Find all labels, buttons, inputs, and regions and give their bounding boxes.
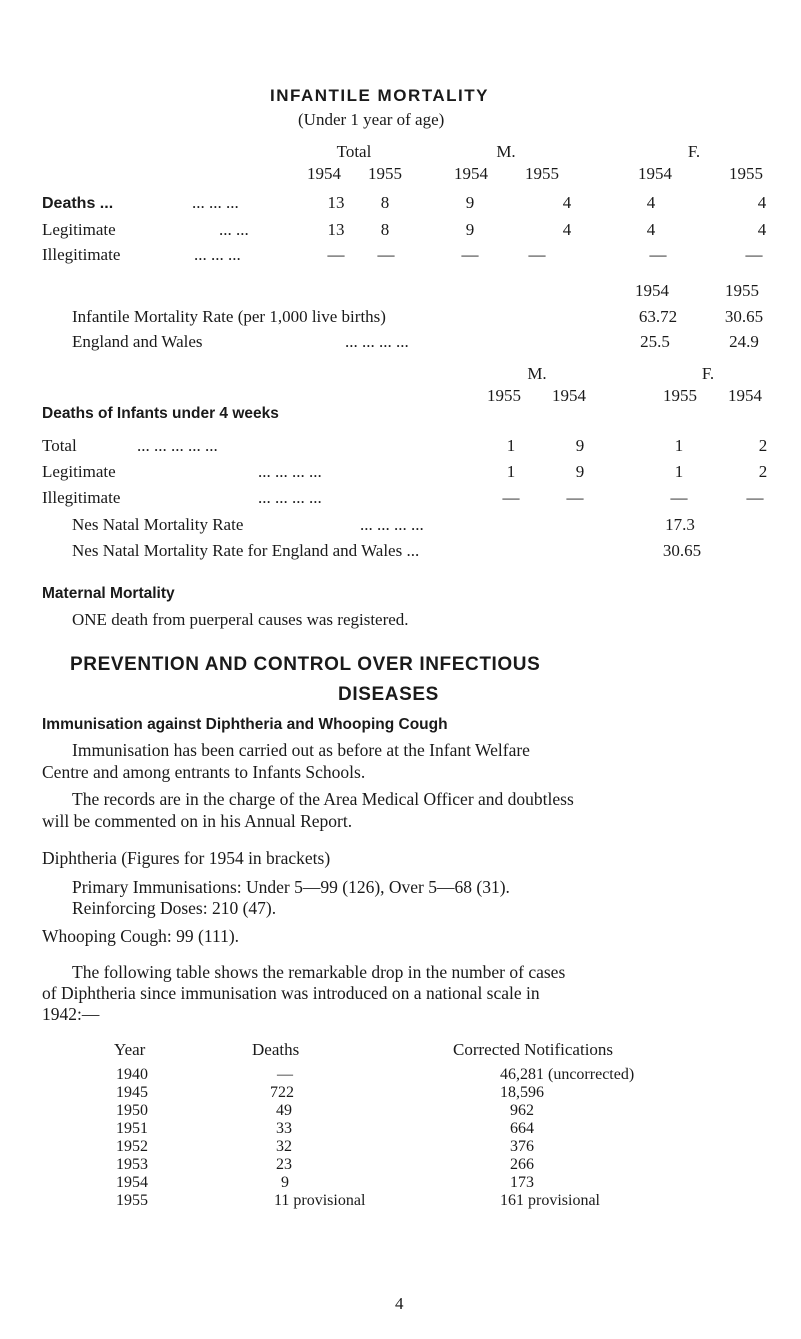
- paragraph-line: of Diphtheria since immunisation was introduced on a national scale in: [42, 983, 540, 1003]
- table-cell: 1: [506, 436, 516, 455]
- table-cell: 4: [757, 220, 767, 239]
- year-header: 1954: [454, 164, 488, 183]
- table-cell-year: 1955: [116, 1192, 148, 1209]
- page-number: 4: [395, 1294, 404, 1313]
- reinforcing-doses: Reinforcing Doses: 210 (47).: [72, 898, 277, 918]
- year-header: 1954: [638, 164, 672, 183]
- table-cell: 1: [674, 436, 684, 455]
- year-header: 1955: [663, 386, 697, 405]
- table-cell-deaths: 11 provisional: [274, 1192, 366, 1209]
- nes-rate-value: 17.3: [665, 515, 695, 534]
- table-cell: —: [528, 245, 546, 264]
- row-leader-dots: ... ... ...: [192, 193, 239, 212]
- table-cell-year: 1953: [116, 1156, 148, 1173]
- maternal-heading: Maternal Mortality: [42, 585, 175, 602]
- table-cell: 63.72: [638, 307, 678, 326]
- table-cell-deaths: 9: [281, 1174, 289, 1191]
- maternal-text: ONE death from puerperal causes was registered.: [72, 610, 409, 629]
- table-cell-year: 1951: [116, 1120, 148, 1137]
- table-cell: 2: [758, 462, 768, 481]
- row-leader-dots: ... ... ... ...: [258, 462, 322, 481]
- immunisation-subheading: Immunisation against Diphtheria and Whooping Cough: [42, 716, 448, 733]
- paragraph-line: The records are in the charge of the Area Medical Officer and doubtless: [72, 789, 574, 809]
- section-title-infantile-mortality: INFANTILE MORTALITY: [270, 86, 489, 105]
- table-cell-notifications: 18,596: [500, 1084, 544, 1101]
- table-cell: 8: [380, 220, 390, 239]
- table-cell-notifications: 266: [510, 1156, 534, 1173]
- table-cell-notifications: 173: [510, 1174, 534, 1191]
- table-cell: —: [566, 488, 584, 507]
- paragraph-line: Immunisation has been carried out as before at the Infant Welfare: [72, 740, 530, 760]
- rate-label: England and Wales: [72, 332, 203, 351]
- table-cell-notifications: 161 provisional: [500, 1192, 600, 1209]
- row-label: Legitimate: [42, 462, 116, 481]
- year-header: 1954: [552, 386, 586, 405]
- table-cell-deaths: 49: [276, 1102, 292, 1119]
- paragraph-line: will be commented on in his Annual Report.: [42, 811, 353, 831]
- table-cell: 1: [674, 462, 684, 481]
- table-cell: —: [502, 488, 520, 507]
- year-header: 1955: [487, 386, 521, 405]
- row-label: Legitimate: [42, 220, 116, 239]
- table-cell: 9: [575, 436, 585, 455]
- table-cell-year: 1945: [116, 1084, 148, 1101]
- table-cell-deaths: 33: [276, 1120, 292, 1137]
- table-cell-deaths: 722: [270, 1084, 294, 1101]
- table-header: Deaths: [252, 1040, 300, 1059]
- nes-rate-label: Nes Natal Mortality Rate for England and Wales ...: [72, 541, 420, 560]
- table-cell-year: 1952: [116, 1138, 148, 1155]
- row-leader-dots: ... ... ... ...: [345, 332, 409, 351]
- table-cell-deaths: —: [277, 1066, 293, 1083]
- col-group-f: F.: [687, 142, 701, 161]
- table-cell: 13: [327, 193, 345, 212]
- nes-rate-value: 30.65: [662, 541, 702, 560]
- paragraph-line: The following table shows the remarkable drop in the number of cases: [72, 962, 566, 982]
- col-group-m: M.: [496, 142, 516, 161]
- table-cell: —: [377, 245, 395, 264]
- row-leader-dots: ... ...: [219, 220, 249, 239]
- table-cell: 4: [562, 220, 572, 239]
- table-cell: 4: [757, 193, 767, 212]
- paragraph-line: 1942:—: [42, 1004, 100, 1024]
- table-cell: —: [649, 245, 667, 264]
- table-cell: 4: [562, 193, 572, 212]
- table-cell: —: [327, 245, 345, 264]
- table-header: Corrected Notifications: [453, 1040, 614, 1059]
- table-header: Year: [114, 1040, 146, 1059]
- table-cell: 1: [506, 462, 516, 481]
- year-header: 1955: [725, 281, 759, 300]
- row-label: Illegitimate: [42, 245, 121, 264]
- table-cell-notifications: 46,281 (uncorrected): [500, 1066, 635, 1083]
- table-cell: —: [670, 488, 688, 507]
- table-cell-notifications: 962: [510, 1102, 534, 1119]
- table-cell: 9: [575, 462, 585, 481]
- table-cell-year: 1940: [116, 1066, 148, 1083]
- row-label: Illegitimate: [42, 488, 121, 507]
- row-label: Deaths ...: [42, 195, 114, 212]
- table-cell: 25.5: [640, 332, 670, 351]
- table-cell: 9: [465, 193, 475, 212]
- table-cell-year: 1954: [116, 1174, 148, 1191]
- col-group-total: Total: [336, 142, 372, 161]
- col-group-f: F.: [701, 364, 715, 383]
- whooping-cough: Whooping Cough: 99 (111).: [42, 926, 240, 946]
- table-cell: 13: [327, 220, 345, 239]
- table-cell-year: 1950: [116, 1102, 148, 1119]
- year-header: 1955: [368, 164, 402, 183]
- table-cell: 30.65: [724, 307, 764, 326]
- table-cell-deaths: 32: [276, 1138, 292, 1155]
- under4-heading: Deaths of Infants under 4 weeks: [42, 405, 279, 422]
- row-leader-dots: ... ... ... ... ...: [137, 436, 218, 455]
- nes-rate-label: Nes Natal Mortality Rate: [72, 515, 244, 534]
- prevention-heading: DISEASES: [338, 684, 439, 705]
- year-header: 1955: [729, 164, 763, 183]
- table-cell: 8: [380, 193, 390, 212]
- table-cell: —: [745, 245, 763, 264]
- primary-immunisations: Primary Immunisations: Under 5—99 (126), Over 5—68 (31).: [72, 877, 510, 897]
- infantile-subtitle: (Under 1 year of age): [298, 110, 445, 129]
- table-cell: —: [461, 245, 479, 264]
- year-header: 1955: [525, 164, 559, 183]
- row-label: Total: [42, 436, 77, 455]
- table-cell: 4: [646, 220, 656, 239]
- paragraph-line: Centre and among entrants to Infants Schools.: [42, 762, 366, 782]
- table-cell-notifications: 376: [510, 1138, 534, 1155]
- table-cell: 2: [758, 436, 768, 455]
- year-header: 1954: [728, 386, 762, 405]
- row-leader-dots: ... ... ...: [194, 245, 241, 264]
- diphtheria-label: Diphtheria (Figures for 1954 in brackets): [42, 848, 331, 868]
- table-cell-notifications: 664: [510, 1120, 534, 1137]
- table-cell: 4: [646, 193, 656, 212]
- table-cell: —: [746, 488, 764, 507]
- prevention-heading: PREVENTION AND CONTROL OVER INFECTIOUS: [70, 654, 541, 675]
- year-header: 1954: [635, 281, 669, 300]
- table-cell-deaths: 23: [276, 1156, 292, 1173]
- table-cell: 9: [465, 220, 475, 239]
- rate-label: Infantile Mortality Rate (per 1,000 live births): [72, 307, 386, 326]
- col-group-m: M.: [527, 364, 547, 383]
- table-cell: 24.9: [729, 332, 759, 351]
- row-leader-dots: ... ... ... ...: [360, 515, 424, 534]
- row-leader-dots: ... ... ... ...: [258, 488, 322, 507]
- year-header: 1954: [307, 164, 341, 183]
